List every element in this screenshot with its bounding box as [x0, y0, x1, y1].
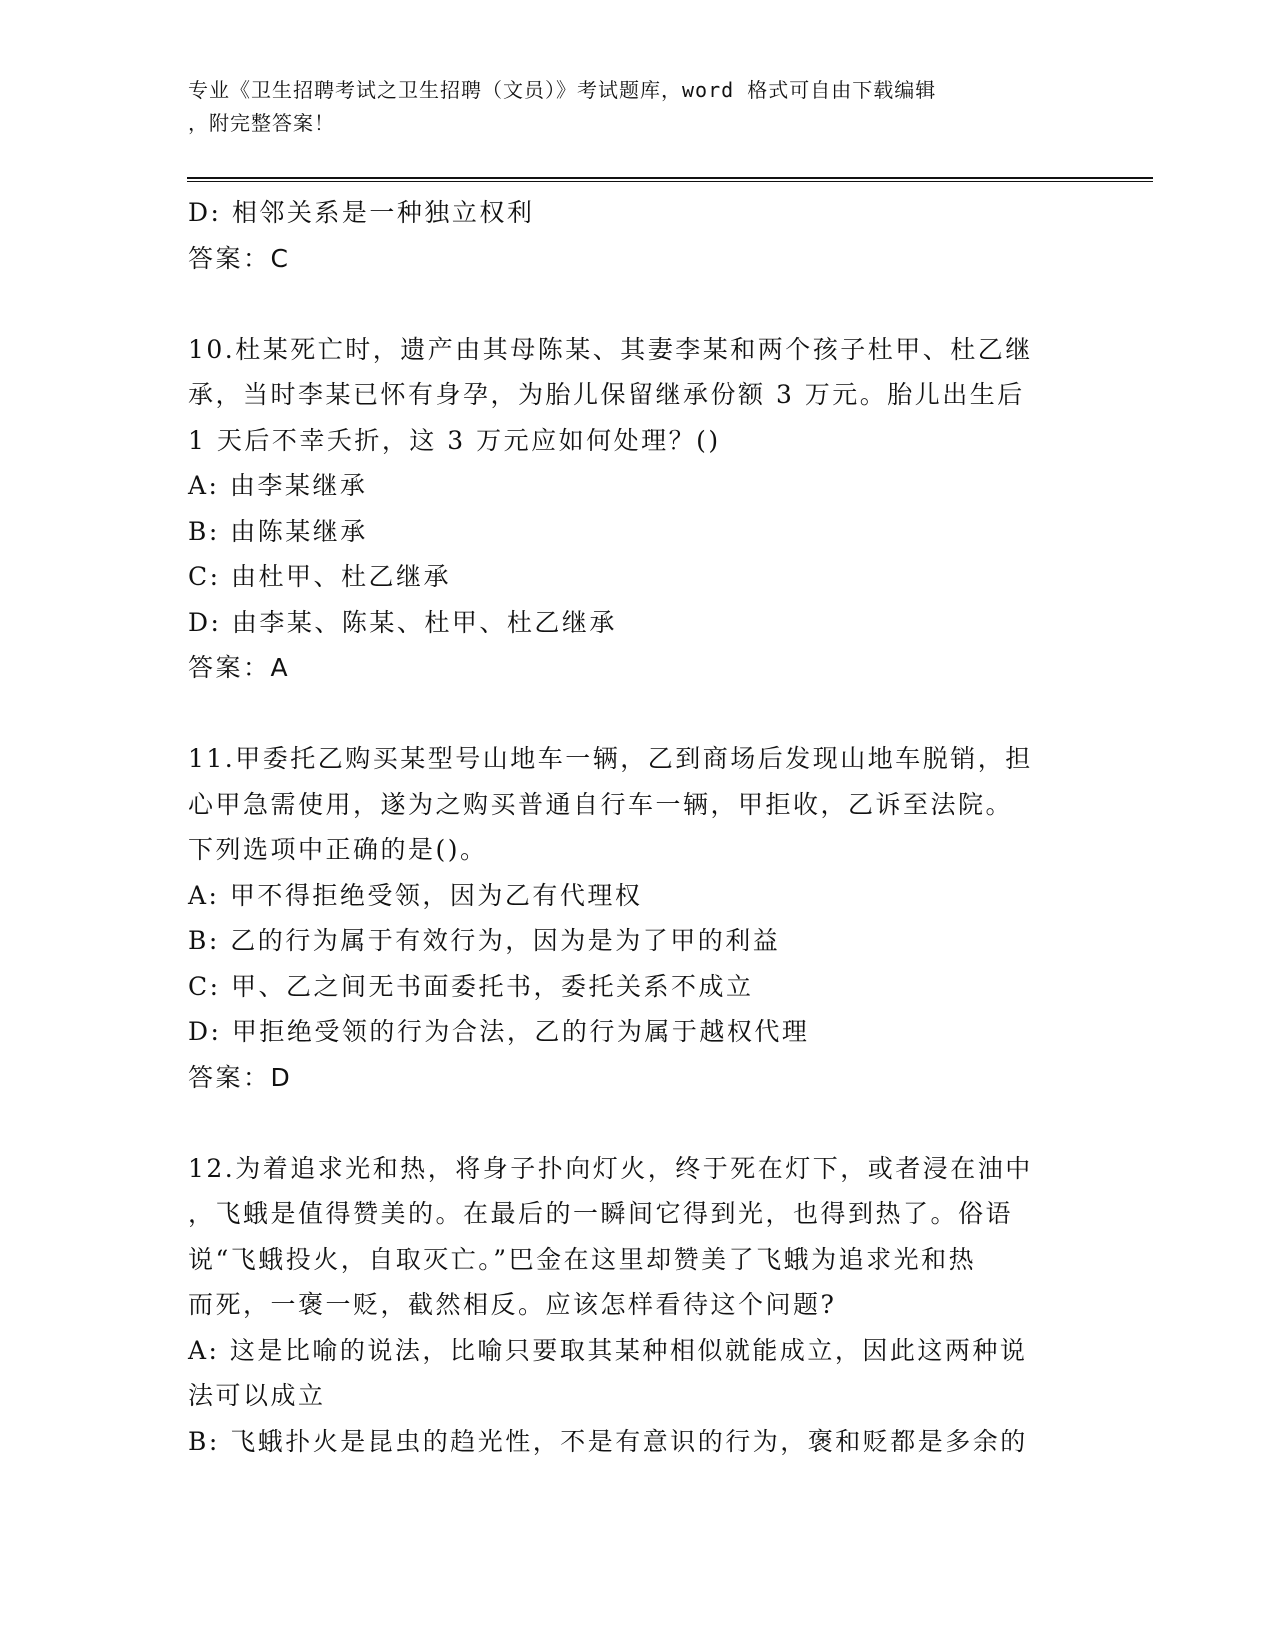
option-a-continued: 法可以成立	[188, 1381, 326, 1410]
question-stem-line: 下列选项中正确的是()。	[188, 835, 488, 864]
spacer	[188, 691, 1088, 737]
option-d: D: 甲拒绝受领的行为合法，乙的行为属于越权代理	[188, 1017, 810, 1046]
option-d: D: 相邻关系是一种独立权利	[188, 198, 535, 227]
question-stem-line: 说“飞蛾投火，自取灭亡。”巴金在这里却赞美了飞蛾为追求光和热	[188, 1244, 977, 1274]
question-stem-line: 承，当时李某已怀有身孕，为胎儿保留继承份额 3 万元。胎儿出生后	[188, 380, 1025, 409]
option-b: B: 飞蛾扑火是昆虫的趋光性，不是有意识的行为，褒和贬都是多余的	[188, 1426, 1028, 1456]
question-stem-line: ，飞蛾是值得赞美的。在最后的一瞬间它得到光，也得到热了。俗语	[188, 1199, 1014, 1228]
question-11	[188, 736, 1088, 1100]
option-b: B: 乙的行为属于有效行为，因为是为了甲的利益	[188, 926, 781, 955]
option-a: A: 甲不得拒绝受领，因为乙有代理权	[188, 880, 643, 910]
question-10	[188, 327, 1088, 691]
header-line-1: 专业《卫生招聘考试之卫生招聘（文员）》考试题库，word 格式可自由下载编辑	[188, 78, 937, 102]
option-a: A: 这是比喻的说法，比喻只要取其某种相似就能成立，因此这两种说	[188, 1335, 1028, 1365]
question-stem-line: 而死，一褒一贬，截然相反。应该怎样看待这个问题?	[188, 1290, 837, 1319]
spacer	[188, 1100, 1088, 1146]
answer-line: 答案：D	[188, 1062, 293, 1092]
option-c: C: 甲、乙之间无书面委托书，委托关系不成立	[188, 971, 754, 1001]
spacer	[188, 281, 1088, 327]
question-stem-line: 10.杜某死亡时，遗产由其母陈某、其妻李某和两个孩子杜甲、杜乙继	[188, 334, 1033, 364]
question-stem-line: 1 天后不幸夭折，这 3 万元应如何处理？()	[188, 425, 721, 455]
header-divider-thick	[187, 177, 1153, 179]
question-12	[188, 1146, 1088, 1465]
question-stem-line: 12.为着追求光和热，将身子扑向灯火，终于死在灯下，或者浸在油中	[188, 1153, 1033, 1183]
header-divider-thin	[187, 181, 1153, 182]
previous-question-tail	[188, 190, 1088, 281]
document-header	[188, 74, 1068, 140]
option-b: B: 由陈某继承	[188, 516, 368, 546]
header-line-2: ，附完整答案！	[188, 111, 335, 135]
option-c: C: 由杜甲、杜乙继承	[188, 562, 451, 591]
answer-line: 答案：C	[188, 243, 291, 273]
option-a: A: 由李某继承	[188, 471, 368, 500]
option-d: D: 由李某、陈某、杜甲、杜乙继承	[188, 607, 617, 637]
question-stem-line: 心甲急需使用，遂为之购买普通自行车一辆，甲拒收，乙诉至法院。	[188, 789, 1014, 819]
question-content	[188, 190, 1088, 1464]
answer-line: 答案：A	[188, 653, 291, 682]
question-stem-line: 11.甲委托乙购买某型号山地车一辆，乙到商场后发现山地车脱销，担	[188, 744, 1033, 773]
